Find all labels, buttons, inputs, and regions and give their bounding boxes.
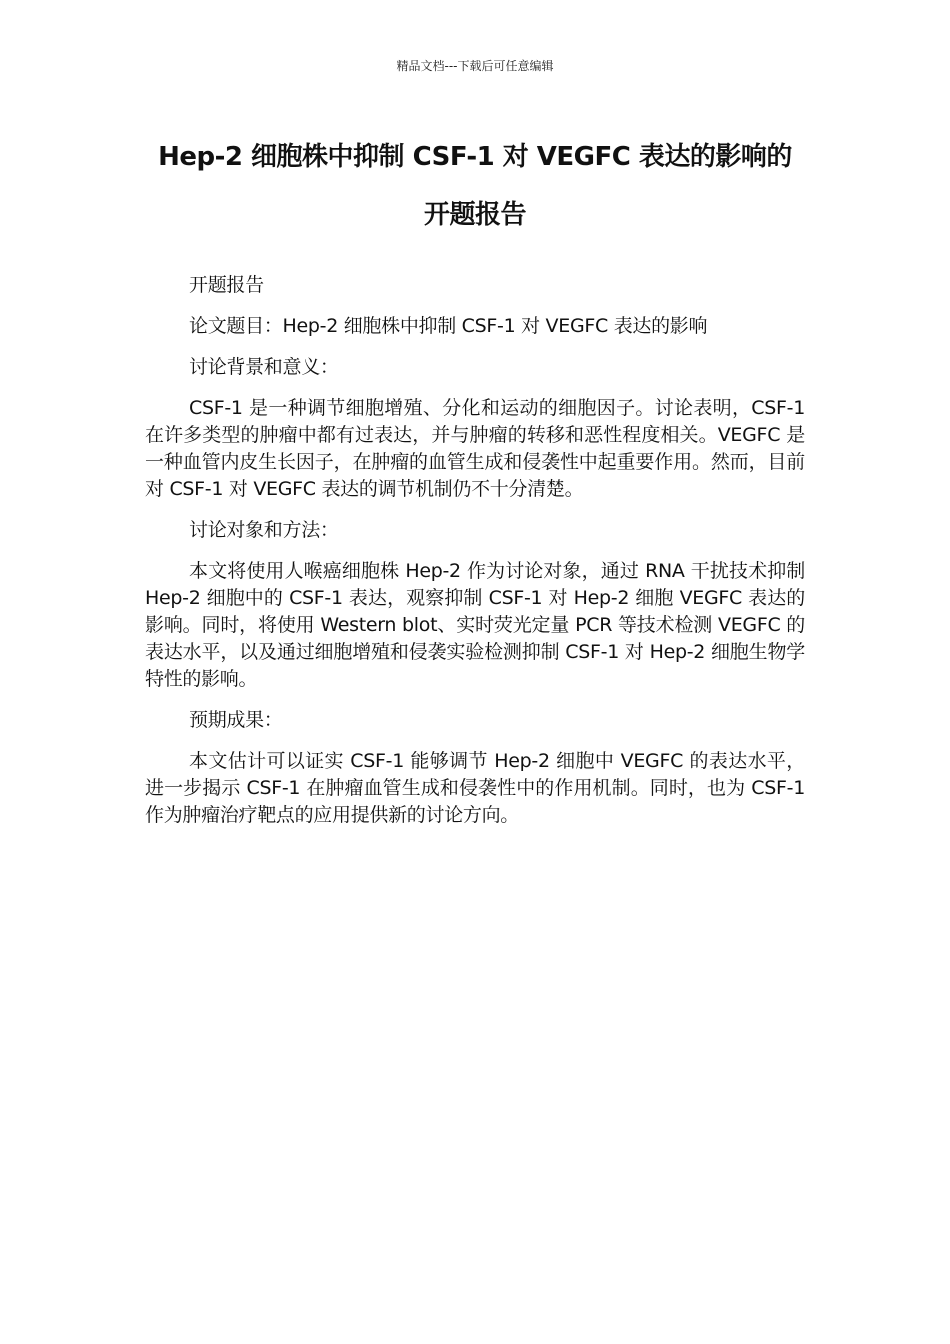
paragraph-background: CSF-1 是一种调节细胞增殖、分化和运动的细胞因子。讨论表明，CSF-1 在许多类型的肿瘤中都有过表达，并与肿瘤的转移和恶性程度相关。VEGFC 是一种血管内皮生长因子，在肿瘤的血管生成和侵袭性中起重要作用。然而，目前对 CSF-1 对 VEGFC 表达的调节机制仍不十分清楚。 xyxy=(145,397,805,500)
paragraph-heading-outcomes: 预期成果： xyxy=(189,709,283,731)
paragraph-outcomes: 本文估计可以证实 CSF-1 能够调节 Hep-2 细胞中 VEGFC 的表达水平，进一步揭示 CSF-1 在肿瘤血管生成和侵袭性中的作用机制。同时，也为 CSF-1 作为肿瘤治疗靶点的应用提供新的讨论方向。 xyxy=(145,750,805,826)
paragraph-heading-background: 讨论背景和意义： xyxy=(189,356,339,378)
paragraph-thesis-topic: 论文题目：Hep-2 细胞株中抑制 CSF-1 对 VEGFC 表达的影响 xyxy=(189,315,708,337)
title-line-2: 开题报告 xyxy=(423,200,526,230)
paragraph-heading-report: 开题报告 xyxy=(189,274,264,296)
document-body xyxy=(145,272,805,843)
document-title xyxy=(130,128,820,244)
title-line-1: Hep-2 细胞株中抑制 CSF-1 对 VEGFC 表达的影响的 xyxy=(158,142,792,172)
paragraph-methods: 本文将使用人喉癌细胞株 Hep-2 作为讨论对象，通过 RNA 干扰技术抑制 Hep-2 细胞中的 CSF-1 表达，观察抑制 CSF-1 对 Hep-2 细胞 VEGFC 表达的影响。同时，将使用 Western blot、实时荧光定量 PCR 等技术检测 VEGFC 的表达水平，以及通过细胞增殖和侵袭实验检测抑制 CSF-1 对 Hep-2 细胞生物学特性的影响。 xyxy=(145,560,805,690)
page-header: 精品文档---下载后可任意编辑 xyxy=(396,59,554,73)
paragraph-heading-methods: 讨论对象和方法： xyxy=(189,519,339,541)
